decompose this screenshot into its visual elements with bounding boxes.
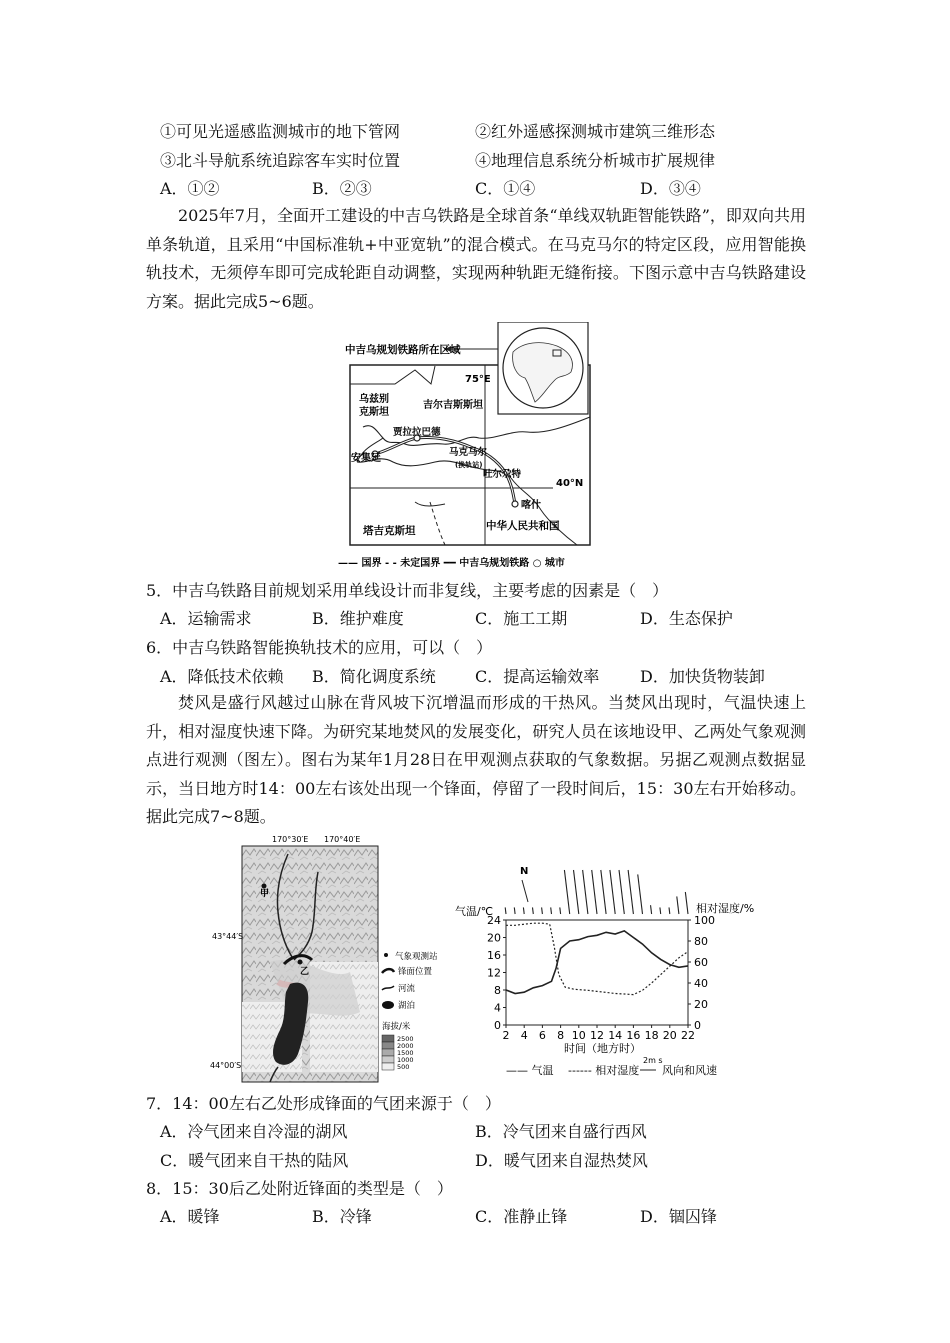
q6-option-c: C．提高运输效率 bbox=[475, 667, 600, 686]
x-tick-label: 12 bbox=[590, 1029, 604, 1042]
label-uzbekistan-1: 乌兹别 bbox=[359, 394, 389, 405]
q5-option-a: A．运输需求 bbox=[160, 609, 252, 628]
y-right-tick-label: 40 bbox=[694, 977, 708, 990]
wind-vector bbox=[601, 870, 606, 914]
q5-option-d: D．生态保护 bbox=[640, 609, 733, 628]
wind-vector bbox=[583, 870, 588, 914]
wind-vector bbox=[551, 907, 552, 914]
label-tajikistan: 塔吉克斯坦 bbox=[363, 525, 416, 537]
map2-lon2: 170°40′E bbox=[324, 835, 361, 844]
foehn-map bbox=[200, 832, 450, 1084]
y-right-tick-label: 100 bbox=[694, 914, 715, 927]
label-kyrgyzstan: 吉尔吉斯斯坦 bbox=[423, 400, 483, 411]
wind-vector bbox=[660, 907, 661, 914]
passage-foehn: 焚风是盛行风越过山脉在背风坡下沉增温而形成的干热风。当焚风出现时，气温快速上升，相对湿度快速下降。为研究某地焚风的发展变化，研究人员在该地设甲、乙两处气象观测点进行观测（图左）。图右为某年1月28日在甲观测点获取的气象数据。另据乙观测点数据显示，当日地方时14：00左右该处出现一个锋面，停留了一段时间后，15：30左右开始移动。据此完成7~8题。 bbox=[146, 693, 806, 826]
wind-vector bbox=[533, 907, 534, 914]
label-makmal: 马克马尔 bbox=[449, 447, 488, 458]
elev-500: 500 bbox=[397, 1063, 410, 1071]
y-right-tick-label: 60 bbox=[694, 956, 708, 969]
q7-option-c: C．暖气团来自干热的陆风 bbox=[160, 1151, 349, 1170]
y-right-label: 相对湿度/% bbox=[696, 902, 755, 915]
y-right-tick-label: 80 bbox=[694, 935, 708, 948]
q5-option-c: C．施工工期 bbox=[475, 609, 568, 628]
wind-vector bbox=[638, 874, 643, 914]
wind-vector bbox=[685, 892, 688, 914]
q7-stem: 7．14：00左右乙处形成锋面的气团来源于（ ） bbox=[146, 1094, 501, 1113]
q8-option-d: D．锢囚锋 bbox=[640, 1207, 717, 1226]
legend-front: 锋面位置 bbox=[398, 967, 433, 977]
legend-station: 气象观测站 bbox=[395, 952, 438, 962]
series-temperature bbox=[506, 931, 688, 994]
x-tick-label: 10 bbox=[571, 1029, 586, 1042]
q4-item-1: ①可见光遥感监测城市的地下管网 bbox=[160, 122, 401, 141]
wind-vector bbox=[619, 870, 624, 914]
q8-option-a: A．暖锋 bbox=[160, 1207, 220, 1226]
map1-legend: —— 国界 - - 未定国界 ━━ 中吉乌规划铁路 ○ 城市 bbox=[338, 558, 565, 569]
wind-vector bbox=[592, 870, 597, 914]
q4-item-2: ②红外遥感探测城市建筑三维形态 bbox=[475, 122, 716, 141]
x-axis-label: 时间（地方时） bbox=[564, 1042, 641, 1055]
legend-rh: ------ 相对湿度 bbox=[568, 1064, 640, 1077]
elev-1500: 1500 bbox=[397, 1049, 414, 1057]
wind-vector bbox=[574, 870, 579, 914]
x-tick-label: 4 bbox=[520, 1029, 528, 1042]
q4-item-3: ③北斗导航系统追踪客车实时位置 bbox=[160, 151, 401, 170]
label-andijan: 安集延 bbox=[351, 453, 381, 464]
map2-yi: 乙 bbox=[300, 967, 310, 977]
q8-option-c: C．准静止锋 bbox=[475, 1207, 568, 1226]
label-uzbekistan-2: 克斯坦 bbox=[359, 407, 389, 418]
q4-option-b: B．②③ bbox=[312, 179, 372, 198]
wind-vector bbox=[677, 896, 679, 914]
label-jalalabad: 贾拉拉巴德 bbox=[393, 427, 441, 438]
label-china: 中华人民共和国 bbox=[486, 520, 560, 532]
q4-option-d: D．③④ bbox=[640, 179, 701, 198]
q4-option-a: A．①② bbox=[160, 179, 220, 198]
q6-option-b: B．简化调度系统 bbox=[312, 667, 436, 686]
legend-river: 河流 bbox=[398, 984, 416, 994]
legend-wind: 风向和风速 bbox=[662, 1064, 717, 1077]
q7-option-a: A．冷气团来自冷湿的湖风 bbox=[160, 1122, 348, 1141]
x-tick-label: 2 bbox=[502, 1029, 510, 1042]
x-tick-label: 6 bbox=[538, 1029, 546, 1042]
legend-wind-speed: 2m s bbox=[643, 1056, 663, 1065]
elev-2500: 2500 bbox=[397, 1035, 414, 1043]
region-label: 中吉乌规划铁路所在区域 bbox=[345, 344, 461, 356]
wind-vector bbox=[564, 870, 569, 914]
wind-vector bbox=[669, 907, 670, 914]
label-makmal-note: (换轨站) bbox=[455, 461, 483, 469]
elev-1000: 1000 bbox=[397, 1056, 414, 1064]
x-tick-label: 18 bbox=[644, 1029, 659, 1042]
wind-vector bbox=[505, 907, 506, 914]
q4-item-4: ④地理信息系统分析城市扩展规律 bbox=[475, 151, 716, 170]
y-left-tick-label: 16 bbox=[487, 949, 501, 962]
map2-lat2: 44°00′S bbox=[210, 1061, 242, 1070]
map2-jia: 甲 bbox=[260, 889, 270, 899]
map2-lon1: 170°30′E bbox=[272, 835, 309, 844]
q5-option-b: B．维护难度 bbox=[312, 609, 404, 628]
lat-40n: 40°N bbox=[556, 478, 584, 489]
map2-lat1: 43°44′S bbox=[212, 932, 244, 941]
x-tick-label: 8 bbox=[557, 1029, 565, 1042]
q8-stem: 8．15：30后乙处附近锋面的类型是（ ） bbox=[146, 1179, 453, 1198]
weather-chart bbox=[450, 860, 770, 1082]
legend-lake: 湖泊 bbox=[398, 1001, 416, 1011]
lon-75e: 75°E bbox=[465, 374, 491, 385]
x-tick-label: 16 bbox=[626, 1029, 641, 1042]
y-left-tick-label: 4 bbox=[494, 1001, 501, 1015]
wind-vector bbox=[610, 870, 615, 914]
elev-2000: 2000 bbox=[397, 1042, 414, 1050]
y-left-tick-label: 24 bbox=[487, 914, 501, 927]
x-tick-label: 14 bbox=[608, 1029, 623, 1042]
y-left-label: 气温/℃ bbox=[455, 905, 494, 918]
y-left-tick-label: 8 bbox=[494, 984, 501, 997]
q4-option-c: C．①④ bbox=[475, 179, 536, 198]
north-label: N bbox=[520, 866, 529, 877]
label-kashgar: 喀什 bbox=[521, 500, 541, 511]
label-torugart: 吐尔尕特 bbox=[483, 469, 522, 480]
q7-option-b: B．冷气团来自盛行西风 bbox=[475, 1122, 647, 1141]
wind-vector bbox=[560, 907, 561, 914]
q6-option-d: D．加快货物装卸 bbox=[640, 667, 765, 686]
passage-railway: 2025年7月，全面开工建设的中吉乌铁路是全球首条“单线双轨距智能铁路”，即双向共用单条轨道，且采用“中国标准轨+中亚宽轨”的混合模式。在马克马尔的特定区段，应用智能换轨技术，无须停车即可完成轮距自动调整，实现两种轨距无缝衔接。下图示意中吉乌铁路建设方案。据此完成5~6题。 bbox=[146, 206, 806, 311]
q6-option-a: A．降低技术依赖 bbox=[160, 667, 284, 686]
x-tick-label: 22 bbox=[681, 1029, 695, 1042]
wind-vector bbox=[628, 870, 633, 914]
q7-option-d: D．暖气团来自湿热焚风 bbox=[475, 1151, 648, 1170]
y-right-tick-label: 20 bbox=[694, 998, 708, 1011]
railway-map bbox=[335, 322, 625, 572]
wind-vector bbox=[514, 907, 515, 914]
y-left-tick-label: 0 bbox=[494, 1019, 501, 1032]
y-left-tick-label: 20 bbox=[487, 931, 501, 945]
wind-vector bbox=[651, 905, 652, 914]
elev-title: 海拔/米 bbox=[382, 1022, 411, 1032]
y-right-tick-label: 0 bbox=[694, 1019, 701, 1032]
wind-vector bbox=[542, 907, 543, 914]
y-left-tick-label: 12 bbox=[487, 966, 501, 980]
q8-option-b: B．冷锋 bbox=[312, 1207, 372, 1226]
legend-temp: —— 气温 bbox=[506, 1064, 554, 1077]
wind-vector bbox=[523, 907, 524, 914]
q5-stem: 5．中吉乌铁路目前规划采用单线设计而非复线，主要考虑的因素是（ ） bbox=[146, 581, 669, 600]
q6-stem: 6．中吉乌铁路智能换轨技术的应用，可以（ ） bbox=[146, 638, 493, 657]
x-tick-label: 20 bbox=[662, 1029, 677, 1042]
